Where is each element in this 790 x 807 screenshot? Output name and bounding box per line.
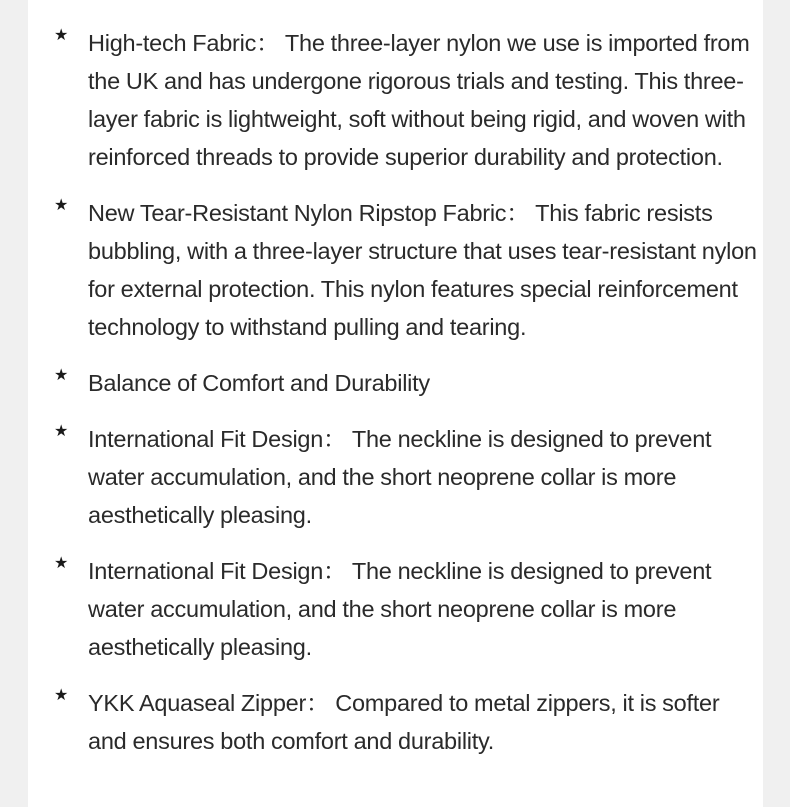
feature-text: High-tech Fabric： The three-layer nylon we use is imported from the UK and has undergone rigorous trials and testing. This three-layer fabric is lightweight, soft without being rigid, and woven with reinforced threads to provide superior durability and protection. — [88, 30, 750, 170]
feature-text: New Tear-Resistant Nylon Ripstop Fabric： This fabric resists bubbling, with a three-layer structure that uses tear-resistant nylon for external protection. This nylon features special reinforcement technology to withstand pulling and tearing. — [88, 200, 757, 340]
star-icon: ★ — [54, 423, 69, 440]
feature-text: YKK Aquaseal Zipper： Compared to metal zippers, it is softer and ensures both comfort and durability. — [88, 690, 720, 754]
star-icon: ★ — [54, 27, 69, 44]
star-icon: ★ — [54, 197, 69, 214]
feature-text: Balance of Comfort and Durability — [88, 370, 430, 396]
feature-item-ripstop-fabric — [28, 194, 763, 346]
star-icon: ★ — [54, 367, 69, 384]
content-panel — [28, 0, 763, 807]
feature-item-high-tech-fabric — [28, 24, 763, 176]
star-icon: ★ — [54, 555, 69, 572]
feature-item-international-fit-design-repeat — [28, 552, 763, 666]
feature-text: International Fit Design： The neckline is designed to prevent water accumulation, and the short neoprene collar is more aesthetically pleasing. — [88, 558, 712, 660]
star-icon: ★ — [54, 687, 69, 704]
feature-item-ykk-aquaseal-zipper — [28, 684, 763, 760]
feature-item-comfort-durability — [28, 364, 763, 402]
feature-item-international-fit-design — [28, 420, 763, 534]
feature-list — [28, 0, 763, 760]
feature-text: International Fit Design： The neckline is designed to prevent water accumulation, and the short neoprene collar is more aesthetically pleasing. — [88, 426, 712, 528]
